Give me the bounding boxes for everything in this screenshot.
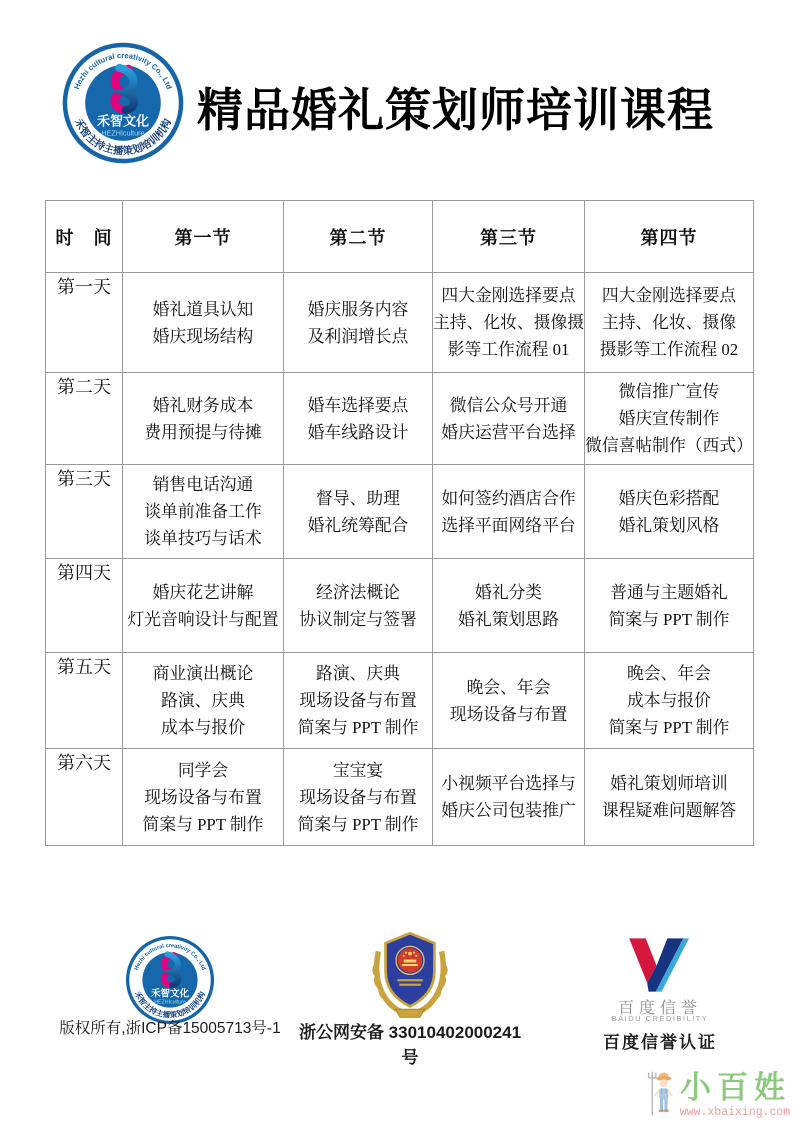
schedule-cell: 婚庆花艺讲解 灯光音响设计与配置 [123, 559, 284, 653]
day-label: 第五天 [46, 653, 123, 749]
schedule-cell: 婚礼财务成本 费用预提与待摊 [123, 373, 284, 465]
watermark-site-name: 小百姓 [680, 1070, 791, 1105]
schedule-cell: 婚礼分类 婚礼策划思路 [433, 559, 585, 653]
icp-record-text: 版权所有,浙ICP备15005713号-1 [59, 1020, 281, 1037]
schedule-cell: 婚庆服务内容 及利润增长点 [284, 273, 433, 373]
table-row [46, 273, 754, 373]
col-header-time: 时 间 [46, 201, 123, 273]
day-label: 第一天 [46, 273, 123, 373]
hezhi-logo [60, 40, 186, 166]
day-label: 第六天 [46, 749, 123, 846]
schedule-cell: 宝宝宴 现场设备与布置 简案与 PPT 制作 [284, 749, 433, 846]
schedule-cell: 婚庆色彩搭配 婚礼策划风格 [585, 465, 754, 559]
day-label: 第三天 [46, 465, 123, 559]
schedule-cell: 四大金刚选择要点 主持、化妆、摄像 摄影等工作流程 02 [585, 273, 754, 373]
col-header-lesson4: 第四节 [585, 201, 754, 273]
schedule-cell: 普通与主题婚礼 简案与 PPT 制作 [585, 559, 754, 653]
schedule-cell: 商业演出概论 路演、庆典 成本与报价 [123, 653, 284, 749]
schedule-cell: 微信公众号开通 婚庆运营平台选择 [433, 373, 585, 465]
police-record-text: 浙公网安备 33010402000241号 [298, 1023, 522, 1067]
schedule-cell: 小视频平台选择与 婚庆公司包装推广 [433, 749, 585, 846]
table-header-row [46, 201, 754, 273]
schedule-body [46, 273, 754, 846]
police-badge-icon [364, 926, 456, 1020]
table-row [46, 373, 754, 465]
table-row [46, 465, 754, 559]
watermark-site-url: www.xbaixing.com [679, 1106, 791, 1119]
schedule-cell: 婚礼道具认知 婚庆现场结构 [123, 273, 284, 373]
schedule-cell: 督导、助理 婚礼统筹配合 [284, 465, 433, 559]
baidu-credibility-icon [612, 934, 704, 996]
schedule-table [45, 200, 754, 846]
table-row [46, 559, 754, 653]
baidu-credibility-cn-label: 百度信誉 [617, 1000, 702, 1017]
schedule-cell: 同学会 现场设备与布置 简案与 PPT 制作 [123, 749, 284, 846]
schedule-cell: 销售电话沟通 谈单前准备工作 谈单技巧与话术 [123, 465, 284, 559]
schedule-cell: 如何签约酒店合作 选择平面网络平台 [433, 465, 585, 559]
day-label: 第四天 [46, 559, 123, 653]
schedule-cell: 经济法概论 协议制定与签署 [284, 559, 433, 653]
site-watermark [646, 1066, 798, 1122]
page-title: 精品婚礼策划师培训课程 [197, 85, 714, 136]
table-row [46, 749, 754, 846]
baidu-certification-label: 百度信誉认证 [603, 1033, 717, 1052]
schedule-cell: 四大金刚选择要点 主持、化妆、摄像摄 影等工作流程 01 [433, 273, 585, 373]
schedule-cell: 晚会、年会 成本与报价 简案与 PPT 制作 [585, 653, 754, 749]
schedule-cell: 晚会、年会 现场设备与布置 [433, 653, 585, 749]
schedule-cell: 微信推广宣传 婚庆宣传制作 微信喜帖制作（西式） [585, 373, 754, 465]
schedule-cell: 婚车选择要点 婚车线路设计 [284, 373, 433, 465]
day-label: 第二天 [46, 373, 123, 465]
hezhi-logo-footer [124, 934, 216, 1026]
col-header-lesson1: 第一节 [123, 201, 284, 273]
schedule-cell: 婚礼策划师培训 课程疑难问题解答 [585, 749, 754, 846]
col-header-lesson2: 第二节 [284, 201, 433, 273]
schedule-cell: 路演、庆典 现场设备与布置 简案与 PPT 制作 [284, 653, 433, 749]
baidu-credibility-en-label: BAIDU CREDIBILITY [611, 1014, 709, 1023]
col-header-lesson3: 第三节 [433, 201, 585, 273]
table-row [46, 653, 754, 749]
